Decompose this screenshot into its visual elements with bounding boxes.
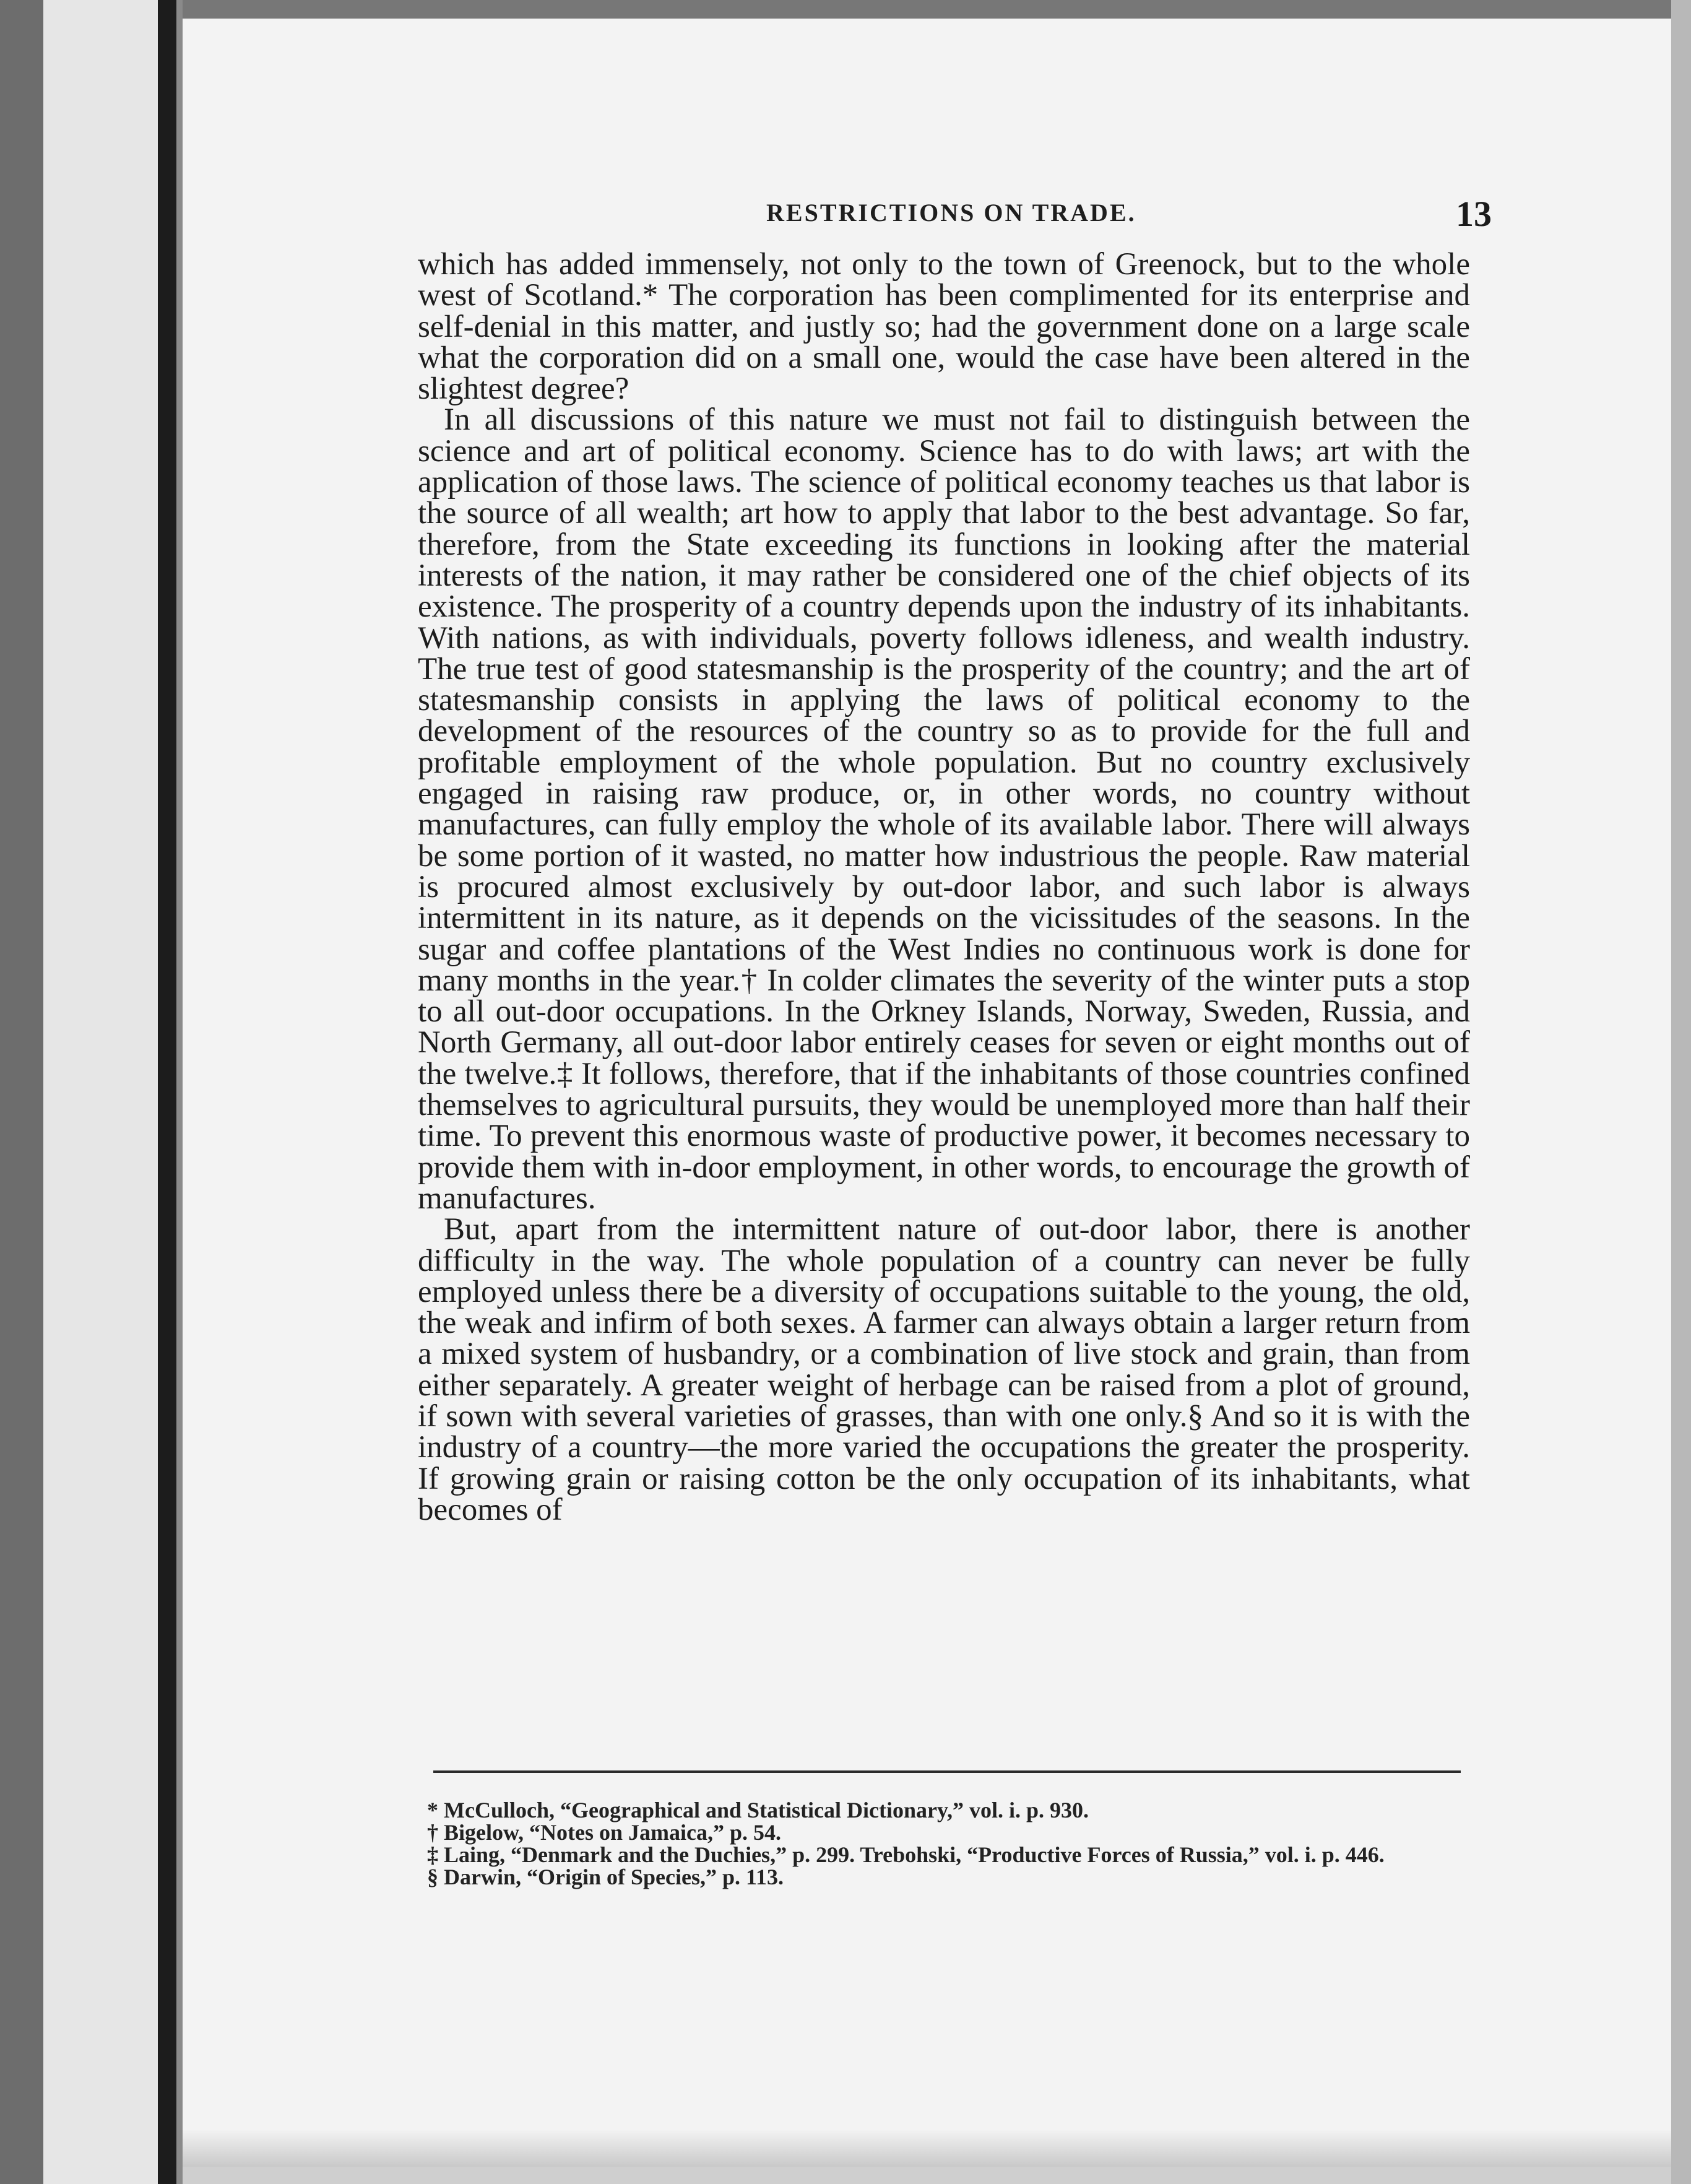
scan-right-edge [1671,0,1691,2184]
running-head: RESTRICTIONS ON TRADE. [766,199,1136,227]
footnote-1: * McCulloch, “Geographical and Statistical Dictionary,” vol. i. p. 930. [427,1798,1089,1822]
scan-left-margin [0,0,43,2184]
footnotes [427,1799,1473,1888]
book-gutter [176,0,183,2184]
paragraph-3: But, apart from the intermittent nature of out-door labor, there is another difficulty in the way. The whole population of a country can never be fully employed unless there be a diversity of occupations suitable to the young, the old, the weak and infirm of both sexes. A farmer can always obtain a larger return from a mixed system of husbandry, or a combination of live stock and grain, than from either separately. A greater weight of herbage can be raised from a plot of ground, if sown with several varieties of grasses, than with one only.§ And so it is with the industry of a country—the more varied the occupations the greater the prosperity. If growing grain or raising cotton be the only occupation of its inhabitants, what becomes of [418,1212,1470,1527]
page-number: 13 [1456,194,1492,234]
footnote-3: ‡ Laing, “Denmark and the Duchies,” p. 299. Trebohski, “Productive Forces of Russia,” vol. i. p. 446. [427,1842,1385,1867]
footnote-rule [433,1770,1461,1773]
paragraph-1: which has added immensely, not only to the town of Greenock, but to the whole west of Scotland.* The corporation has been complimented for its enterprise and self-denial in this matter, and justly so; had the government done on a large scale what the corporation did on a small one, would the case have been altered in the slightest degree? [418,247,1470,407]
paragraph-2: In all discussions of this nature we must not fail to distinguish between the science and art of political economy. Science has to do with laws; art with the application of those laws. The science of political economy teaches us that labor is the source of all wealth; art how to apply that labor to the best advantage. So far, therefore, from the State exceeding its functions in looking after the material interests of the nation, it may rather be considered one of the chief objects of its existence. The prosperity of a country depends upon the industry of its inhabitants. With nations, as with individuals, poverty follows idleness, and wealth industry. The true test of good statesmanship is the prosperity of the country; and the art of statesmanship consists in applying the laws of political economy to the development of the resources of the country so as to provide for the full and profitable employment of the whole population. But no country exclusively engaged in raising raw produce, or, in other words, no country without manufactures, can fully employ the whole of its available labor. There will always be some portion of it wasted, no matter how industrious the people. Raw material is procured almost exclusively by out-door labor, and such labor is always intermittent in its nature, as it depends on the vicissitudes of the seasons. In the sugar and coffee plantations of the West Indies no continuous work is done for many months in the year.† In colder climates the severity of the winter puts a stop to all out-door occupations. In the Orkney Islands, Norway, Sweden, Russia, and North Germany, all out-door labor entirely ceases for seven or eight months out of the twelve.‡ It follows, therefore, that if the inhabitants of those countries confined themselves to agricultural pursuits, they would be unemployed more than half their time. To prevent this enormous waste of productive power, it becomes necessary to provide them with in-door employment, in other words, to encourage the growth of manufactures. [418,402,1470,1216]
page-bottom-shadow [183,2130,1690,2167]
footnote-4: § Darwin, “Origin of Species,” p. 113. [427,1865,784,1889]
facing-page-edge [43,0,158,2184]
scan-top-edge [183,0,1691,19]
body-text [418,249,1470,1525]
book-spine-shadow [158,0,176,2184]
page-header [421,193,1492,236]
footnote-2: † Bigelow, “Notes on Jamaica,” p. 54. [427,1820,781,1845]
